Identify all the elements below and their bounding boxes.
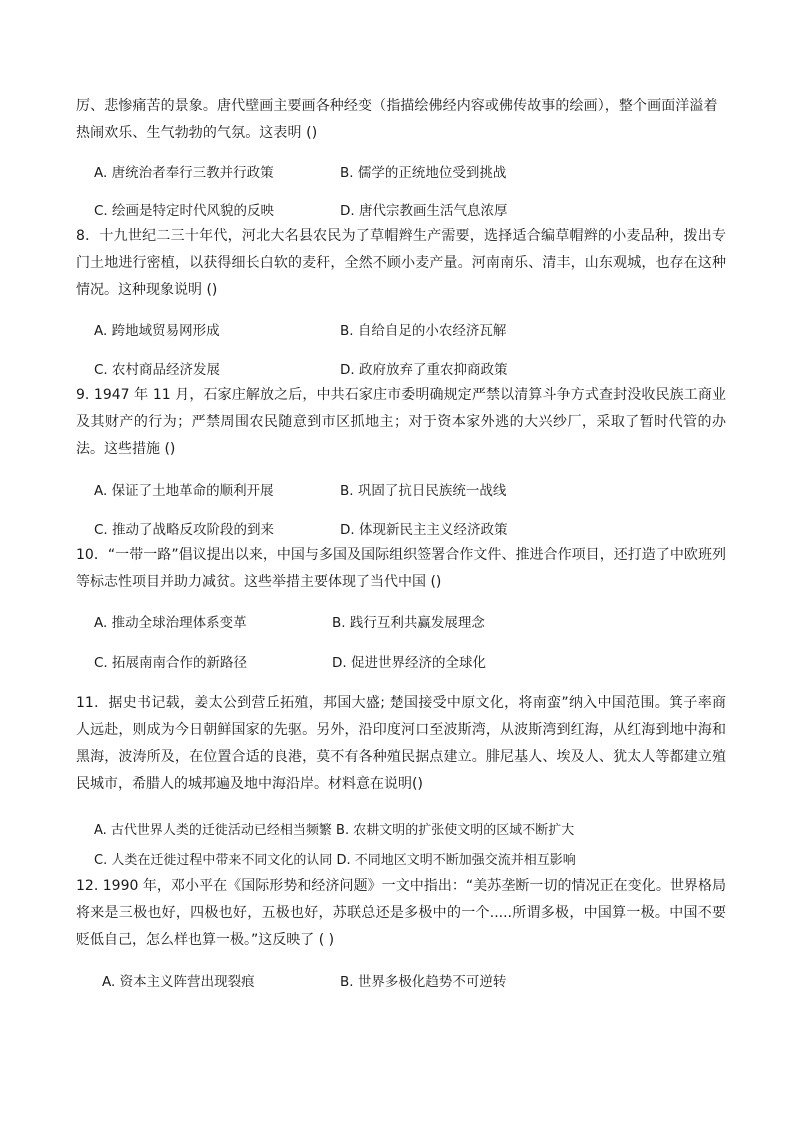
q9-stem: 9. 1947 年 11 月，石家庄解放之后，中共石家庄市委明确规定严禁以清算斗争方式查封没收民族工商业及其财产的行为；严禁周围农民随意到市区抓地主；对于资本家外逃的大兴纱厂，采取了暂时代管的办法。这些措施 ()	[76, 387, 726, 457]
q9-option-b: B. 巩固了抗日民族统一战线	[340, 483, 507, 499]
q9-option-c: C. 推动了战略反攻阶段的到来	[94, 522, 275, 538]
q11-stem: 11．据史书记载，姜太公到营丘拓殖，邦国大盛; 楚国接受中原文化，将南蛮”纳入中国范围。箕子率商人远赴，则成为今日朝鲜国家的先驱。另外，沿印度河口至波斯湾，从波斯湾到红海，从红海到地中海和黑海，波涛所及，在位置合适的良港，莫不有各种殖民据点建立。腓尼基人、埃及人、犹太人等都建立殖民城市，希腊人的城邦遍及地中海沿岸。材料意在说明()	[76, 695, 726, 792]
q7-option-a: A. 唐统治者奉行三教并行政策	[94, 165, 274, 181]
q10-option-a: A. 推动全球治理体系变革	[94, 615, 247, 631]
q9-option-a: A. 保证了土地革命的顺利开展	[94, 483, 274, 499]
q12-stem: 12. 1990 年，邓小平在《国际形势和经济问题》一文中指出：“美苏垄断一切的情况正在变化。世界格局将来是三极也好，四极也好，五极也好，苏联总还是多极中的一个.....所谓多极，中国算一极。中国不要贬低自己，怎么样也算一极。”这反映了 ( )	[76, 878, 726, 948]
q7-option-b: B. 儒学的正统地位受到挑战	[340, 165, 507, 181]
q8-option-d: D. 政府放弃了重农抑商政策	[340, 362, 508, 378]
q10-stem: 10．“一带一路”倡议提出以来，中国与多国及国际组织签署合作文件、推进合作项目，还打造了中欧班列等标志性项目并助力减贫。这些举措主要体现了当代中国 ()	[76, 547, 726, 590]
q10-option-d: D. 促进世界经济的全球化	[332, 655, 486, 671]
q10-option-c: C. 拓展南南合作的新路径	[94, 655, 248, 671]
q7-text-line-2: 热闹欢乐、生气勃勃的气氛。这表明 ()	[76, 125, 318, 141]
q12-option-a: A. 资本主义阵营出现裂痕	[102, 974, 255, 990]
q7-text-line-1: 厉、悲惨痛苦的景象。唐代壁画主要画各种经变（指描绘佛经内容或佛传故事的绘画），整个画面洋溢着	[76, 98, 718, 114]
q8-option-c: C. 农村商品经济发展	[94, 362, 221, 378]
q8-option-b: B. 自给自足的小农经济瓦解	[340, 323, 507, 339]
q9-option-d: D. 体现新民主主义经济政策	[340, 522, 508, 538]
q11-options-cd: C. 人类在迁徙过程中带来不同文化的认同 D. 不同地区文明不断加强交流并相互影响	[94, 853, 576, 868]
q10-option-b: B. 践行互利共赢发展理念	[332, 615, 485, 631]
q8-option-a: A. 跨地域贸易网形成	[94, 323, 220, 339]
q11-options-ab: A. 古代世界人类的迁徙活动已经相当频繁 B. 农耕文明的扩张使文明的区域不断扩大	[94, 823, 575, 838]
q7-option-c: C. 绘画是特定时代风貌的反映	[94, 203, 275, 219]
q7-option-d: D. 唐代宗教画生活气息浓厚	[340, 203, 508, 219]
q8-stem: 8．十九世纪二三十年代，河北大名县农民为了草帽辫生产需要，选择适合编草帽辫的小麦品种，拨出专门土地进行密植，以获得细长白软的麦秆，全然不顾小麦产量。河南南乐、清丰，山东观城，也存在这种情况。这种现象说明 ()	[76, 228, 726, 298]
q12-option-b: B. 世界多极化趋势不可逆转	[340, 974, 507, 990]
